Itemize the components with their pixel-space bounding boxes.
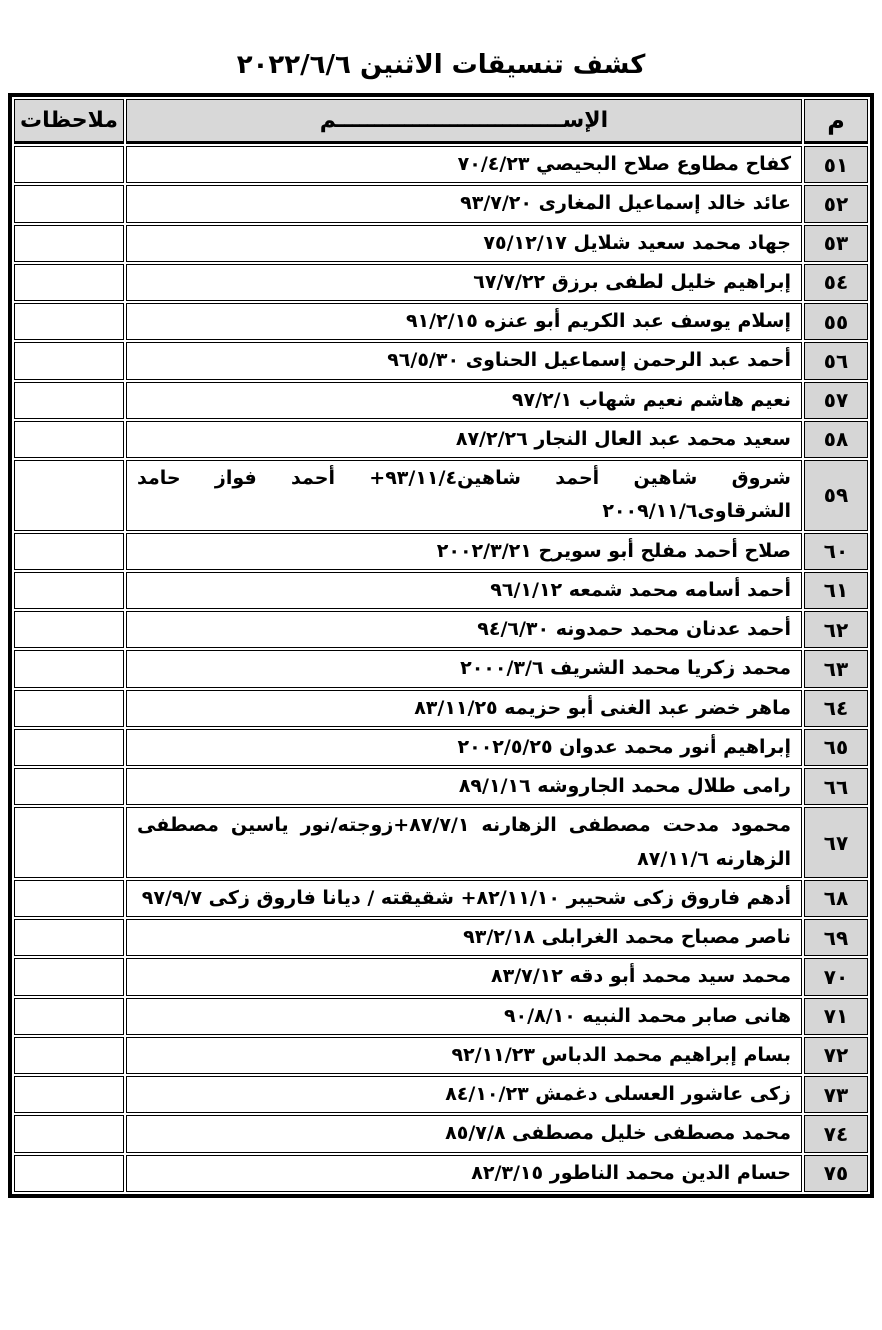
row-number-cell: ٦٢ xyxy=(804,611,868,648)
name-cell: أدهم فاروق زكى شحيبر ٨٢/١١/١٠+ شقيقته / ديانا فاروق زكى ٩٧/٩/٧ xyxy=(126,880,802,917)
row-number-cell: ٥٩ xyxy=(804,460,868,531)
row-number-cell: ٦٤ xyxy=(804,690,868,727)
table-row xyxy=(14,225,868,262)
table-row xyxy=(14,1115,868,1152)
notes-cell xyxy=(14,880,124,917)
table-row xyxy=(14,146,868,183)
name-cell: أحمد أسامه محمد شمعه ٩٦/١/١٢ xyxy=(126,572,802,609)
row-number-cell: ٧٥ xyxy=(804,1155,868,1192)
table-row xyxy=(14,958,868,995)
name-cell: محمد سيد محمد أبو دقه ٨٣/٧/١٢ xyxy=(126,958,802,995)
name-cell: سعيد محمد عبد العال النجار ٨٧/٢/٢٦ xyxy=(126,421,802,458)
notes-cell xyxy=(14,1155,124,1192)
table-row xyxy=(14,382,868,419)
table-row xyxy=(14,460,868,531)
notes-cell xyxy=(14,572,124,609)
notes-cell xyxy=(14,1037,124,1074)
row-number-cell: ٦١ xyxy=(804,572,868,609)
row-number-cell: ٥٧ xyxy=(804,382,868,419)
notes-cell xyxy=(14,611,124,648)
notes-cell xyxy=(14,421,124,458)
name-cell: محمد مصطفى خليل مصطفى ٨٥/٧/٨ xyxy=(126,1115,802,1152)
row-number-cell: ٦٣ xyxy=(804,650,868,687)
name-cell: عائد خالد إسماعيل المغارى ٩٣/٧/٢٠ xyxy=(126,185,802,222)
column-header-number: م xyxy=(804,99,868,144)
notes-cell xyxy=(14,1115,124,1152)
table-row xyxy=(14,303,868,340)
table-row xyxy=(14,1076,868,1113)
notes-cell xyxy=(14,729,124,766)
row-number-cell: ٥٢ xyxy=(804,185,868,222)
name-cell: أحمد عدنان محمد حمدونه ٩٤/٦/٣٠ xyxy=(126,611,802,648)
table-row xyxy=(14,880,868,917)
row-number-cell: ٦٠ xyxy=(804,533,868,570)
table-row xyxy=(14,185,868,222)
table-row xyxy=(14,572,868,609)
table-row xyxy=(14,768,868,805)
notes-cell xyxy=(14,533,124,570)
row-number-cell: ٦٦ xyxy=(804,768,868,805)
notes-cell xyxy=(14,768,124,805)
name-cell: حسام الدين محمد الناطور ٨٢/٣/١٥ xyxy=(126,1155,802,1192)
notes-cell xyxy=(14,382,124,419)
name-cell: إبراهيم خليل لطفى برزق ٦٧/٧/٢٢ xyxy=(126,264,802,301)
notes-cell xyxy=(14,303,124,340)
row-number-cell: ٥٤ xyxy=(804,264,868,301)
row-number-cell: ٧٣ xyxy=(804,1076,868,1113)
row-number-cell: ٧٠ xyxy=(804,958,868,995)
notes-cell xyxy=(14,690,124,727)
column-header-notes: ملاحظات xyxy=(14,99,124,144)
row-number-cell: ٦٥ xyxy=(804,729,868,766)
name-cell: محمود مدحت مصطفى الزهارنه ٨٧/٧/١+زوجته/نور ياسين مصطفى الزهارنه ٨٧/١١/٦ xyxy=(126,807,802,878)
row-number-cell: ٥٦ xyxy=(804,342,868,379)
row-number-cell: ٧١ xyxy=(804,998,868,1035)
table-row xyxy=(14,421,868,458)
name-cell: محمد زكريا محمد الشريف ٢٠٠٠/٣/٦ xyxy=(126,650,802,687)
notes-cell xyxy=(14,1076,124,1113)
notes-cell xyxy=(14,342,124,379)
notes-cell xyxy=(14,460,124,531)
row-number-cell: ٦٨ xyxy=(804,880,868,917)
name-cell: إسلام يوسف عبد الكريم أبو عنزه ٩١/٢/١٥ xyxy=(126,303,802,340)
name-cell: زكى عاشور العسلى دغمش ٨٤/١٠/٢٣ xyxy=(126,1076,802,1113)
header-row xyxy=(14,99,868,144)
table-row xyxy=(14,1037,868,1074)
notes-cell xyxy=(14,146,124,183)
row-number-cell: ٥٨ xyxy=(804,421,868,458)
notes-cell xyxy=(14,264,124,301)
table-row xyxy=(14,998,868,1035)
notes-cell xyxy=(14,919,124,956)
notes-cell xyxy=(14,807,124,878)
table-row xyxy=(14,919,868,956)
name-cell: ناصر مصباح محمد الغرابلى ٩٣/٢/١٨ xyxy=(126,919,802,956)
table-row xyxy=(14,690,868,727)
document-page xyxy=(0,50,882,1330)
table-row xyxy=(14,1155,868,1192)
name-cell: كفاح مطاوع صلاح البحيصي ٧٠/٤/٢٣ xyxy=(126,146,802,183)
table-row xyxy=(14,611,868,648)
notes-cell xyxy=(14,185,124,222)
name-cell: رامى طلال محمد الجاروشه ٨٩/١/١٦ xyxy=(126,768,802,805)
page-title: كشف تنسيقات الاثنين ٢٠٢٢/٦/٦ xyxy=(236,50,646,80)
name-cell: نعيم هاشم نعيم شهاب ٩٧/٢/١ xyxy=(126,382,802,419)
row-number-cell: ٦٩ xyxy=(804,919,868,956)
name-cell: صلاح أحمد مفلح أبو سويرح ٢٠٠٢/٣/٢١ xyxy=(126,533,802,570)
name-cell: بسام إبراهيم محمد الدباس ٩٢/١١/٢٣ xyxy=(126,1037,802,1074)
name-cell: شروق شاهين أحمد شاهين٩٣/١١/٤+ أحمد فواز حامد الشرقاوى٢٠٠٩/١١/٦ xyxy=(126,460,802,531)
row-number-cell: ٥٥ xyxy=(804,303,868,340)
name-cell: أحمد عبد الرحمن إسماعيل الحناوى ٩٦/٥/٣٠ xyxy=(126,342,802,379)
row-number-cell: ٧٤ xyxy=(804,1115,868,1152)
table-row xyxy=(14,342,868,379)
column-header-name: الإســــــــــــــــــــــــــــــم xyxy=(126,99,802,144)
table-row xyxy=(14,264,868,301)
notes-cell xyxy=(14,958,124,995)
notes-cell xyxy=(14,650,124,687)
table-row xyxy=(14,807,868,878)
name-cell: ماهر خضر عبد الغنى أبو حزيمه ٨٣/١١/٢٥ xyxy=(126,690,802,727)
table-row xyxy=(14,650,868,687)
name-cell: إبراهيم أنور محمد عدوان ٢٠٠٢/٥/٢٥ xyxy=(126,729,802,766)
row-number-cell: ٦٧ xyxy=(804,807,868,878)
name-cell: جهاد محمد سعيد شلايل ٧٥/١٢/١٧ xyxy=(126,225,802,262)
notes-cell xyxy=(14,998,124,1035)
row-number-cell: ٥٣ xyxy=(804,225,868,262)
roster-table xyxy=(8,93,874,1198)
table-row xyxy=(14,729,868,766)
row-number-cell: ٥١ xyxy=(804,146,868,183)
roster-body xyxy=(14,146,868,1192)
row-number-cell: ٧٢ xyxy=(804,1037,868,1074)
notes-cell xyxy=(14,225,124,262)
table-row xyxy=(14,533,868,570)
name-cell: هانى صابر محمد النبيه ٩٠/٨/١٠ xyxy=(126,998,802,1035)
